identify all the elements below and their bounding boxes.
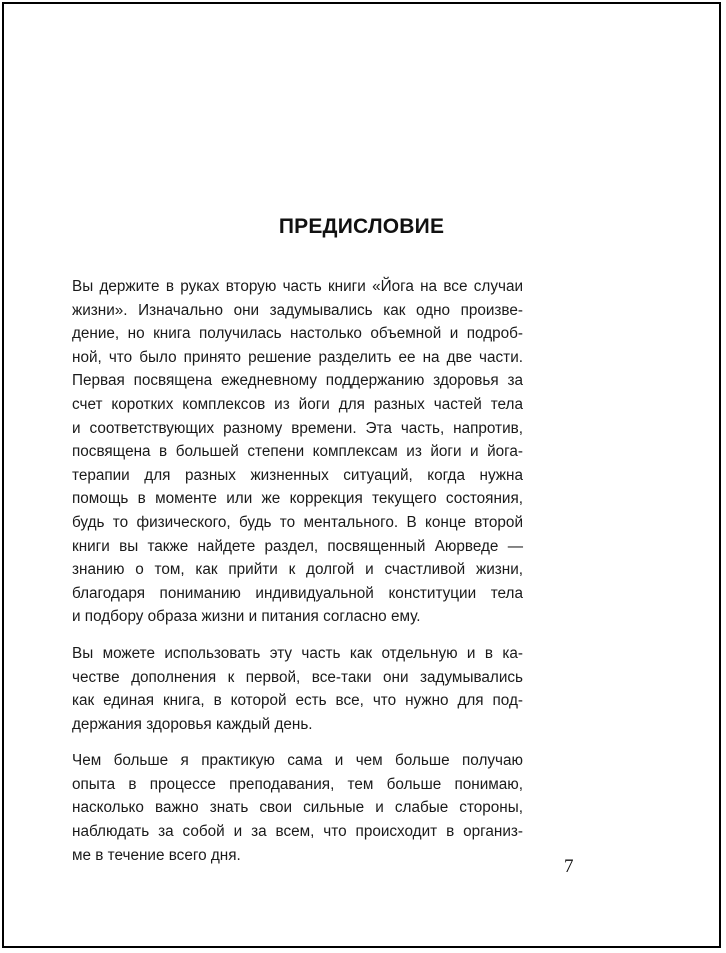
book-page (2, 2, 721, 948)
body-text (72, 275, 523, 880)
text-line: Первая посвящена ежедневному поддержанию здоровья за (72, 372, 523, 390)
page-title: ПРЕДИСЛОВИЕ (278, 215, 445, 238)
text-line: Вы держите в руках вторую часть книги «Йога на все случаи (72, 278, 523, 295)
text-line: ной, что было принято решение разделить ее на две части. (72, 348, 523, 366)
text-line: ме в течение всего дня. (72, 846, 241, 864)
text-line: счет коротких комплексов из йоги для разных частей тела (72, 395, 523, 413)
text-line: и подбору образа жизни и питания согласно ему. (72, 608, 421, 626)
text-line: Чем больше я практикую сама и чем больше получаю (72, 752, 523, 770)
text-line: помощь в моменте или же коррекция текущего состояния, (72, 490, 523, 508)
text-line: жизни». Изначально они задумывались как одно произве- (72, 301, 523, 319)
text-line: как единая книга, в которой есть все, что нужно для под- (72, 692, 523, 710)
paragraph-1 (72, 275, 523, 629)
text-line: посвящена в большей степени комплексам из йоги и йога- (72, 443, 523, 461)
text-line: насколько важно знать свои сильные и слабые стороны, (72, 799, 523, 817)
text-line: держания здоровья каждый день. (72, 715, 313, 733)
text-line: наблюдать за собой и за всем, что происходит в организ- (72, 823, 523, 841)
text-line: терапии для разных жизненных ситуаций, когда нужна (72, 466, 523, 484)
text-line: Вы можете использовать эту часть как отдельную и в ка- (72, 644, 523, 662)
text-line: книги вы также найдете раздел, посвященный Аюрведе — (72, 537, 523, 555)
text-line: благодаря пониманию индивидуальной конституции тела (72, 584, 523, 602)
text-line: будь то физического, будь то ментального. В конце второй (72, 513, 523, 531)
text-line: знанию о том, как прийти к долгой и счастливой жизни, (72, 561, 523, 579)
text-line: честве дополнения к первой, все-таки они задумывались (72, 668, 523, 686)
paragraph-3 (72, 749, 523, 867)
paragraph-2 (72, 642, 523, 736)
text-line: и соответствующих разному времени. Эта часть, напротив, (72, 419, 523, 437)
page-number: 7 (564, 856, 574, 877)
text-line: дение, но книга получилась настолько объемной и подроб- (72, 325, 523, 343)
text-line: опыта в процессе преподавания, тем больше понимаю, (72, 775, 523, 793)
